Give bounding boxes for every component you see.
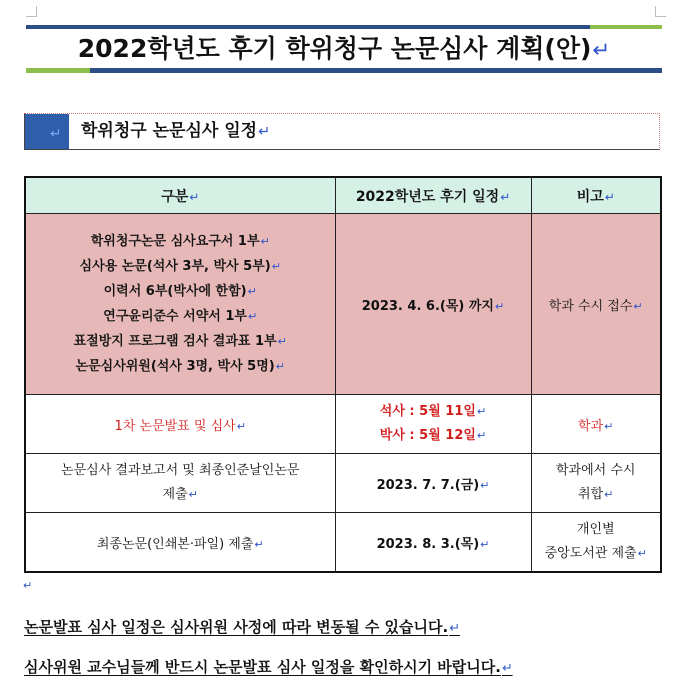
submission-items-cell	[25, 214, 335, 395]
paragraph-mark: ↵	[254, 537, 264, 551]
paragraph-mark: ↵	[258, 124, 271, 140]
paragraph-mark: ↵	[633, 299, 643, 313]
paragraph-mark: ↵	[275, 360, 285, 373]
notice-line	[24, 656, 513, 677]
section-heading-text: 학위청구 논문심사 일정	[81, 121, 258, 141]
paragraph-mark: ↵	[476, 405, 487, 418]
submission-note-cell	[531, 214, 661, 395]
list-item-text: 연구윤리준수 서약서 1부	[103, 309, 247, 324]
notice-text: 심사위원 교수님들께 반드시 논문발표 심사 일정을 확인하시기 바랍니다.	[24, 658, 501, 676]
paragraph-mark: ↵	[188, 488, 198, 501]
title-top-bar	[26, 25, 662, 29]
final-thesis-note-line	[536, 518, 657, 542]
list-item	[30, 354, 331, 379]
doctoral-date-text: 박사 : 5월 12일	[379, 428, 476, 443]
report-schedule-cell	[335, 454, 531, 513]
final-thesis-schedule-cell	[335, 513, 531, 573]
submission-deadline-cell	[335, 214, 531, 395]
report-item-cell	[25, 454, 335, 513]
section-heading	[81, 114, 270, 149]
header-category-text: 구분	[161, 188, 189, 205]
report-item-line	[30, 459, 331, 483]
submission-deadline-text: 2023. 4. 6.(목) 까지	[361, 298, 494, 314]
list-item-text: 이력서 6부(박사에 한함)	[103, 284, 247, 299]
paragraph-mark: ↵	[189, 189, 200, 204]
final-thesis-note-cell	[531, 513, 661, 573]
presentation-item-text: 1차 논문발표 및 심사	[114, 418, 236, 434]
presentation-item-cell	[25, 395, 335, 454]
list-item	[30, 304, 331, 329]
list-item-text: 학위청구논문 심사요구서 1부	[90, 234, 260, 249]
list-item	[30, 279, 331, 304]
paragraph-mark: ↵	[494, 299, 505, 313]
report-note-text: 취합	[578, 487, 604, 502]
paragraph-mark: ↵	[277, 335, 287, 348]
presentation-note-cell	[531, 395, 661, 454]
masters-date	[340, 400, 527, 424]
paragraph-mark: ↵	[480, 478, 490, 492]
schedule-table	[24, 176, 662, 573]
final-thesis-item-cell	[25, 513, 335, 573]
list-item-text: 심사용 논문(석사 3부, 박사 5부)	[79, 259, 271, 274]
final-thesis-schedule-text: 2023. 8. 3.(목)	[376, 536, 480, 552]
presentation-note-text: 학과	[578, 418, 604, 434]
paragraph-mark: ↵	[247, 285, 257, 298]
document-title-text: 2022학년도 후기 학위청구 논문심사 계획(안)	[77, 34, 592, 63]
paragraph-mark: ↵	[480, 537, 490, 551]
header-schedule-text: 2022학년도 후기 일정	[355, 188, 500, 205]
header-remarks	[531, 177, 661, 214]
report-note-line	[536, 483, 657, 507]
paragraph-mark: ↵	[271, 260, 281, 273]
empty-paragraph	[22, 578, 32, 593]
paragraph-mark: ↵	[592, 38, 611, 63]
paragraph-mark: ↵	[23, 579, 33, 592]
paragraph-mark: ↵	[50, 126, 62, 142]
list-item-text: 논문심사위원(석사 3명, 박사 5명)	[75, 359, 275, 374]
section-heading-box	[24, 113, 660, 150]
final-thesis-item-text: 최종논문(인쇄본·파일) 제출	[96, 536, 254, 552]
paragraph-mark: ↵	[604, 488, 614, 501]
paragraph-mark: ↵	[637, 547, 647, 560]
final-thesis-note-line	[536, 542, 657, 566]
paragraph-mark: ↵	[236, 419, 246, 433]
header-remarks-text: 비고	[576, 188, 604, 205]
header-schedule	[335, 177, 531, 214]
presentation-schedule-cell	[335, 395, 531, 454]
report-item-text: 논문심사 결과보고서 및 최종인준날인논문	[61, 463, 300, 478]
page-corner-mark-right	[655, 6, 666, 17]
paragraph-mark: ↵	[476, 429, 487, 442]
list-item	[30, 229, 331, 254]
masters-date-text: 석사 : 5월 11일	[379, 404, 476, 419]
submission-note-text: 학과 수시 접수	[548, 298, 633, 314]
report-item-line	[30, 483, 331, 507]
notice-line	[24, 616, 460, 637]
report-schedule-text: 2023. 7. 7.(금)	[376, 477, 480, 493]
paragraph-mark: ↵	[247, 310, 258, 323]
report-note-cell	[531, 454, 661, 513]
paragraph-mark: ↵	[604, 189, 615, 204]
paragraph-mark: ↵	[604, 419, 614, 433]
final-thesis-note-text: 중앙도서관 제출	[544, 546, 637, 561]
report-item-text: 제출	[162, 487, 188, 502]
title-bottom-bar	[26, 68, 662, 73]
table-header-row	[25, 177, 661, 214]
report-note-line	[536, 459, 657, 483]
section-heading-marker	[25, 114, 69, 149]
paragraph-mark: ↵	[501, 661, 513, 676]
list-item-text: 표절방지 프로그램 검사 결과표 1부	[73, 334, 277, 349]
paragraph-mark: ↵	[449, 621, 460, 636]
title-bottom-bar-accent	[26, 68, 90, 73]
page-corner-mark-left	[26, 6, 37, 17]
table-row	[25, 395, 661, 454]
doctoral-date	[340, 424, 527, 448]
notice-text: 논문발표 심사 일정은 심사위원 사정에 따라 변동될 수 있습니다.	[24, 618, 449, 636]
table-row	[25, 513, 661, 573]
report-note-text: 학과에서 수시	[556, 463, 636, 478]
paragraph-mark: ↵	[260, 235, 270, 248]
list-item	[30, 329, 331, 354]
list-item	[30, 254, 331, 279]
paragraph-mark: ↵	[500, 189, 511, 204]
document-title	[26, 30, 662, 67]
table-row	[25, 214, 661, 395]
table-row	[25, 454, 661, 513]
final-thesis-note-text: 개인별	[576, 522, 615, 537]
title-top-bar-accent	[590, 25, 662, 29]
header-category	[25, 177, 335, 214]
